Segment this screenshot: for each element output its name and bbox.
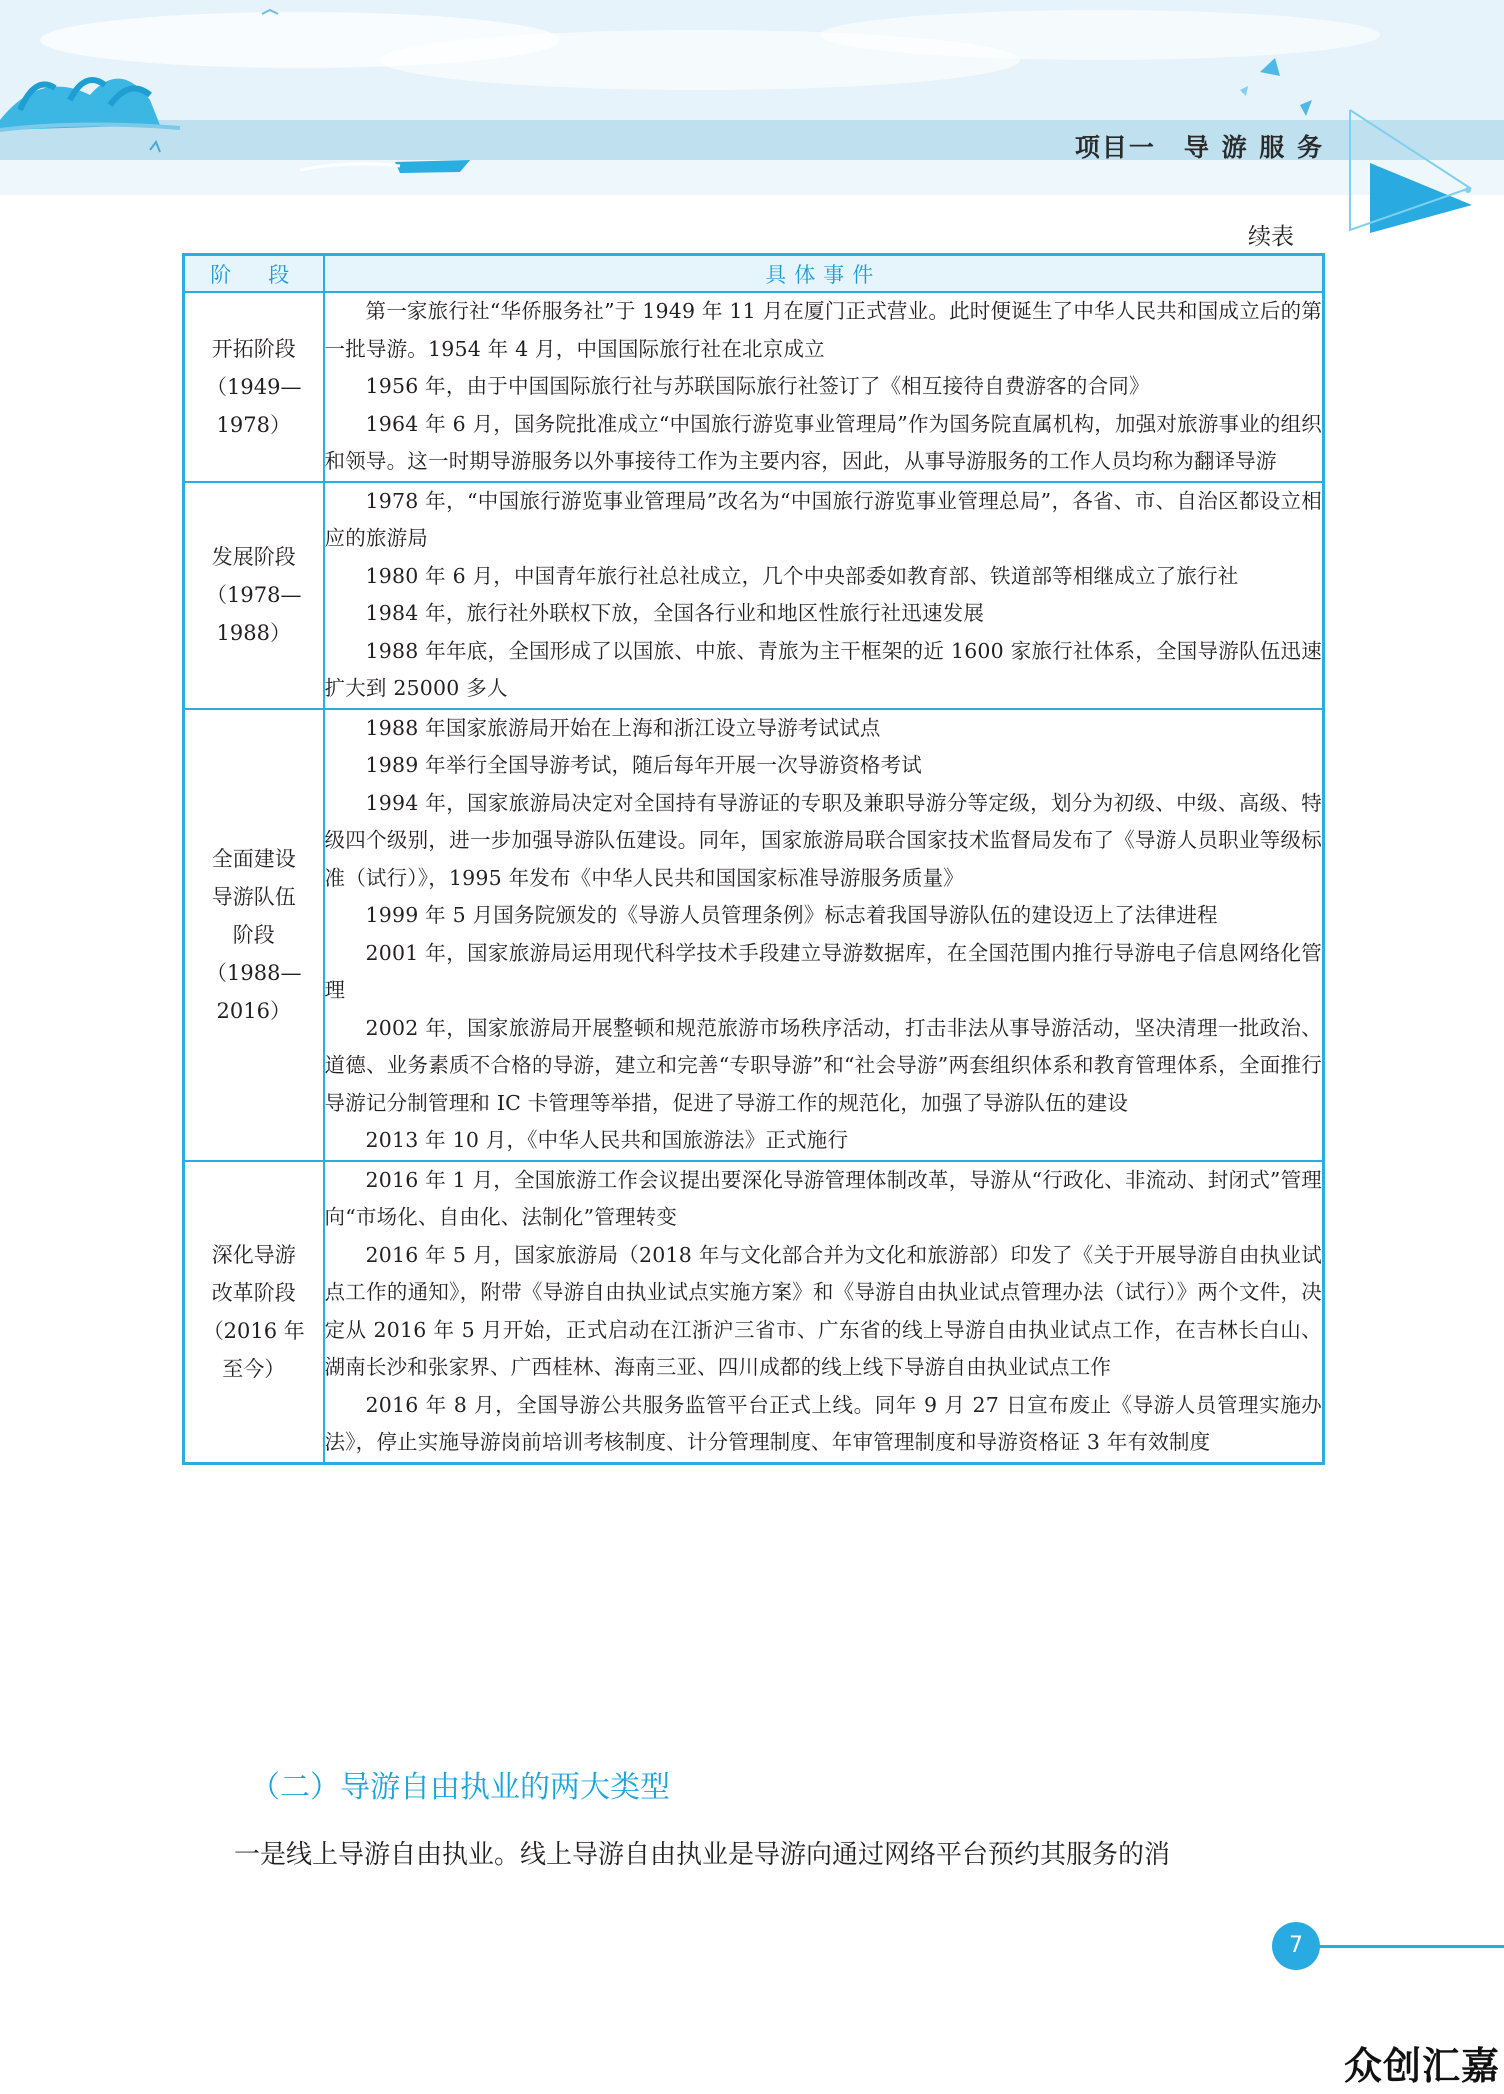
stage-line: （1949— xyxy=(206,374,302,399)
event-paragraph: 1988 年年底，全国形成了以国旅、中旅、青旅为主干框架的近 1600 家旅行社体系，全国导游队伍迅速扩大到 25000 多人 xyxy=(324,638,1322,700)
stage-cell xyxy=(184,482,324,709)
stage-cell xyxy=(184,292,324,482)
table-row xyxy=(184,292,1324,482)
body-paragraph: 一是线上导游自由执业。线上导游自由执业是导游向通过网络平台预约其服务的消 xyxy=(234,1840,1171,1870)
table-header-row xyxy=(184,255,1324,293)
stage-column-header: 阶 段 xyxy=(184,255,324,293)
stage-line: （1978— xyxy=(206,583,302,607)
event-paragraph: 1989 年举行全国导游考试，随后每年开展一次导游资格考试 xyxy=(365,753,922,777)
page-number-rule xyxy=(1318,1945,1504,1948)
event-paragraph: 1964 年 6 月，国务院批准成立“中国旅行游览事业管理局”作为国务院直属机构，加强对旅游事业的组织和领导。这一时期导游服务以外事接待工作为主要内容，因此，从事导游服务的工作人员均称为翻译导游 xyxy=(324,411,1322,473)
event-paragraph: 1956 年，由于中国国际旅行社与苏联国际旅行社签订了《相互接待自费游客的合同》 xyxy=(365,374,1150,398)
event-paragraph: 1994 年，国家旅游局决定对全国持有导游证的专职及兼职导游分等定级，划分为初级、中级、高级、特级四个级别，进一步加强导游队伍建设。同年，国家旅游局联合国家技术监督局发布了《导游人员职业等级标准（试行）》，1995 年发布《中华人民共和国国家标准导游服务质量》 xyxy=(324,790,1322,890)
stage-line: 导游队伍 xyxy=(211,884,296,909)
chapter-title: 导 游 服 务 xyxy=(1183,133,1324,162)
stage-line: （2016 年 xyxy=(202,1318,305,1343)
watermark-text: 众创汇嘉 xyxy=(1343,2044,1500,2088)
stage-line: 阶段 xyxy=(232,922,275,947)
events-column-header: 具体事件 xyxy=(324,255,1324,293)
stage-line: 至今） xyxy=(222,1356,286,1381)
event-paragraph: 2001 年，国家旅游局运用现代科学技术手段建立导游数据库，在全国范围内推行导游电子信息网络化管理 xyxy=(324,940,1322,1002)
events-cell xyxy=(324,292,1324,482)
event-paragraph: 第一家旅行社“华侨服务社”于 1949 年 11 月在厦门正式营业。此时便诞生了中华人民共和国成立后的第一批导游。1954 年 4 月，中国国际旅行社在北京成立 xyxy=(324,299,1322,361)
section-heading: （二）导游自由执业的两大类型 xyxy=(250,1770,670,1805)
stage-line: 2016） xyxy=(216,998,291,1023)
events-cell xyxy=(324,709,1324,1161)
stage-cell xyxy=(184,1161,324,1464)
continued-table-label: 续表 xyxy=(1248,224,1294,250)
event-paragraph: 2002 年，国家旅游局开展整顿和规范旅游市场秩序活动，打击非法从事导游活动，坚决清理一批政治、道德、业务素质不合格的导游，建立和完善“专职导游”和“社会导游”两套组织体系和教育管理体系，全面推行导游记分制管理和 IC 卡管理等举措，促进了导游工作的规范化，加强了导游队伍的建设 xyxy=(324,1015,1322,1115)
event-paragraph: 2013 年 10 月，《中华人民共和国旅游法》正式施行 xyxy=(365,1128,849,1152)
stage-line: 1988） xyxy=(216,621,291,645)
event-paragraph: 2016 年 8 月，全国导游公共服务监管平台正式上线。同年 9 月 27 日宣布废止《导游人员管理实施办法》，停止实施导游岗前培训考核制度、计分管理制度、年审管理制度和导游资格证 3 年有效制度 xyxy=(324,1392,1322,1454)
stage-line: （1988— xyxy=(206,960,302,985)
stage-line: 深化导游 xyxy=(211,1242,296,1267)
events-cell xyxy=(324,482,1324,709)
table-row xyxy=(184,482,1324,709)
events-table xyxy=(182,253,1325,1465)
event-paragraph: 2016 年 5 月，国家旅游局（2018 年与文化部合并为文化和旅游部）印发了《关于开展导游自由执业试点工作的通知》，附带《导游自由执业试点实施方案》和《导游自由执业试点管理办法（试行）》两个文件，决定从 2016 年 5 月开始，正式启动在江浙沪三省市、广东省的线上导游自由执业试点工作，在吉林长白山、湖南长沙和张家界、广西桂林、海南三亚、四川成都的线上线下导游自由执业试点工作 xyxy=(324,1242,1322,1379)
stage-cell xyxy=(184,709,324,1161)
page-number: 7 xyxy=(1272,1922,1320,1970)
event-paragraph: 1999 年 5 月国务院颁发的《导游人员管理条例》标志着我国导游队伍的建设迈上了法律进程 xyxy=(365,903,1218,927)
chapter-number: 项目一 xyxy=(1074,133,1156,162)
stage-line: 1978） xyxy=(216,412,291,437)
stage-line: 全面建设 xyxy=(211,846,296,871)
events-table-wrapper xyxy=(182,253,1322,1465)
event-paragraph: 1980 年 6 月，中国青年旅行社总社成立，几个中央部委如教育部、铁道部等相继成立了旅行社 xyxy=(365,563,1239,588)
table-row xyxy=(184,709,1324,1161)
stage-line: 发展阶段 xyxy=(211,545,296,569)
events-cell xyxy=(324,1161,1324,1464)
event-paragraph: 1978 年，“中国旅行游览事业管理局”改名为“中国旅行游览事业管理总局”，各省、市、自治区都设立相应的旅游局 xyxy=(324,488,1322,550)
event-paragraph: 1988 年国家旅游局开始在上海和浙江设立导游考试试点 xyxy=(365,715,881,740)
table-row xyxy=(184,1161,1324,1464)
event-paragraph: 2016 年 1 月，全国旅游工作会议提出要深化导游管理体制改革，导游从“行政化、非流动、封闭式”管理向“市场化、自由化、法制化”管理转变 xyxy=(324,1167,1322,1229)
stage-line: 开拓阶段 xyxy=(211,336,296,361)
event-paragraph: 1984 年，旅行社外联权下放，全国各行业和地区性旅行社迅速发展 xyxy=(365,601,985,625)
stage-line: 改革阶段 xyxy=(211,1280,296,1305)
